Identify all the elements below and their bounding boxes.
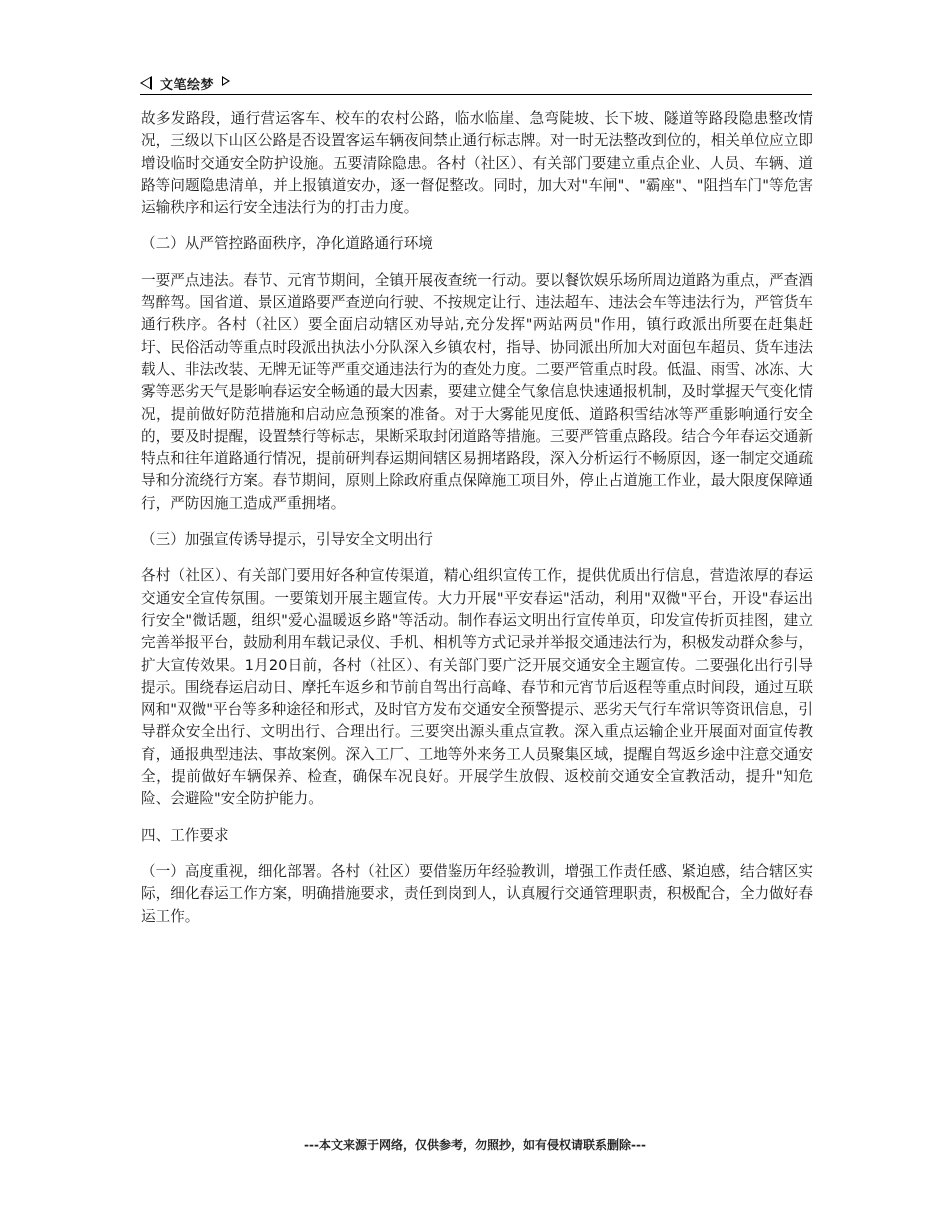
left-triangle-icon <box>140 76 152 90</box>
page-footer-disclaimer: ---本文来源于网络，仅供参考，勿照抄，如有侵权请联系删除--- <box>304 1138 646 1152</box>
section-heading-work-requirements: 四、工作要求 <box>141 826 229 844</box>
paragraph-road-order: 一要严点违法。春节、元宵节期间，全镇开展夜查统一行动。要以餐饮娱乐场所周边道路为重点，严查酒驾醉驾。国省道、景区道路要严查逆向行驶、不按规定让行、违法超车、违法会车等违法行为，严管货车通行秩序。各村（社区）要全面启动辖区劝导站,充分发挥"两站两员"作用，镇行政派出所要在赶集赶圩、民俗活动等重点时段派出执法小分队深入乡镇农村，指导、协同派出所加大对面包车超员、货车违法载人、非法改装、无牌无证等严重交通违法行为的查处力度。二要严管重点时段。低温、雨雪、冰冻、大雾等恶劣天气是影响春运安全畅通的最大因素，要建立健全气象信息快速通报机制，及时掌握天气变化情况，提前做好防范措施和启动应急预案的准备。对于大雾能见度低、道路积雪结冰等严重影响通行安全的，要及时提醒，设置禁行等标志，果断采取封闭道路等措施。三要严管重点路段。结合今年春运交通新特点和往年道路通行情况，提前研判春运期间辖区易拥堵路段，深入分析运行不畅原因，逐一制定交通疏导和分流绕行方案。春节期间，原则上除政府重点保障施工项目外，停止占道施工作业，最大限度保障通行，严防因施工造成严重拥堵。 <box>141 271 813 512</box>
paragraph-continuation: 故多发路段，通行营运客车、校车的农村公路，临水临崖、急弯陡坡、长下坡、隧道等路段隐患整改情况，三级以下山区公路是否设置客运车辆夜间禁止通行标志牌。对一时无法整改到位的，相关单位应立即增设临时交通安全防护设施。五要清除隐患。各村（社区）、有关部门要建立重点企业、人员、车辆、道路等问题隐患清单，并上报镇道安办，逐一督促整改。同时，加大对"车闸"、"霸座"、"阻挡车门"等危害运输秩序和运行安全违法行为的打击力度。 <box>141 110 813 217</box>
paragraph-publicity: 各村（社区）、有关部门要用好各种宣传渠道，精心组织宣传工作，提供优质出行信息，营造浓厚的春运交通安全宣传氛围。一要策划开展主题宣传。大力开展"平安春运"活动，利用"双微"平台，开设"春运出行安全"微话题，组织"爱心温暖返乡路"等活动。制作春运文明出行宣传单页，印发宣传折页挂图，建立完善举报平台，鼓励利用车载记录仪、手机、相机等方式记录并举报交通违法行为，积极发动群众参与，扩大宣传效果。1月20日前，各村（社区）、有关部门要广泛开展交通安全主题宣传。二要强化出行引导提示。围绕春运启动日、摩托车返乡和节前自驾出行高峰、春节和元宵节后返程等重点时间段，通过互联网和"双微"平台等多种途径和形式，及时官方发布交通安全预警提示、恶劣天气行车常识等资讯信息，引导群众安全出行、文明出行、合理出行。三要突出源头重点宣教。深入重点运输企业开展面对面宣传教育，通报典型违法、事故案例。深入工厂、工地等外来务工人员聚集区域，提醒自驾返乡途中注意交通安全，提前做好车辆保养、检查，确保车况良好。开展学生放假、返校前交通安全宣教活动，提升"知危险、会避险"安全防护能力。 <box>141 567 813 808</box>
paragraph-requirement-1: （一）高度重视，细化部署。各村（社区）要借鉴历年经验教训，增强工作责任感、紧迫感，结合辖区实际，细化春运工作方案，明确措施要求，责任到岗到人，认真履行交通管理职责，积极配合，全力做好春运工作。 <box>141 862 813 925</box>
right-triangle-icon <box>222 76 230 86</box>
page-header <box>140 72 812 95</box>
section-heading-3: （三）加强宣传诱导提示，引导安全文明出行 <box>141 531 433 549</box>
section-heading-2: （二）从严管控路面秩序，净化道路通行环境 <box>141 235 433 253</box>
document-body <box>141 108 813 928</box>
brand-title: 文笔绘梦 <box>160 77 215 93</box>
